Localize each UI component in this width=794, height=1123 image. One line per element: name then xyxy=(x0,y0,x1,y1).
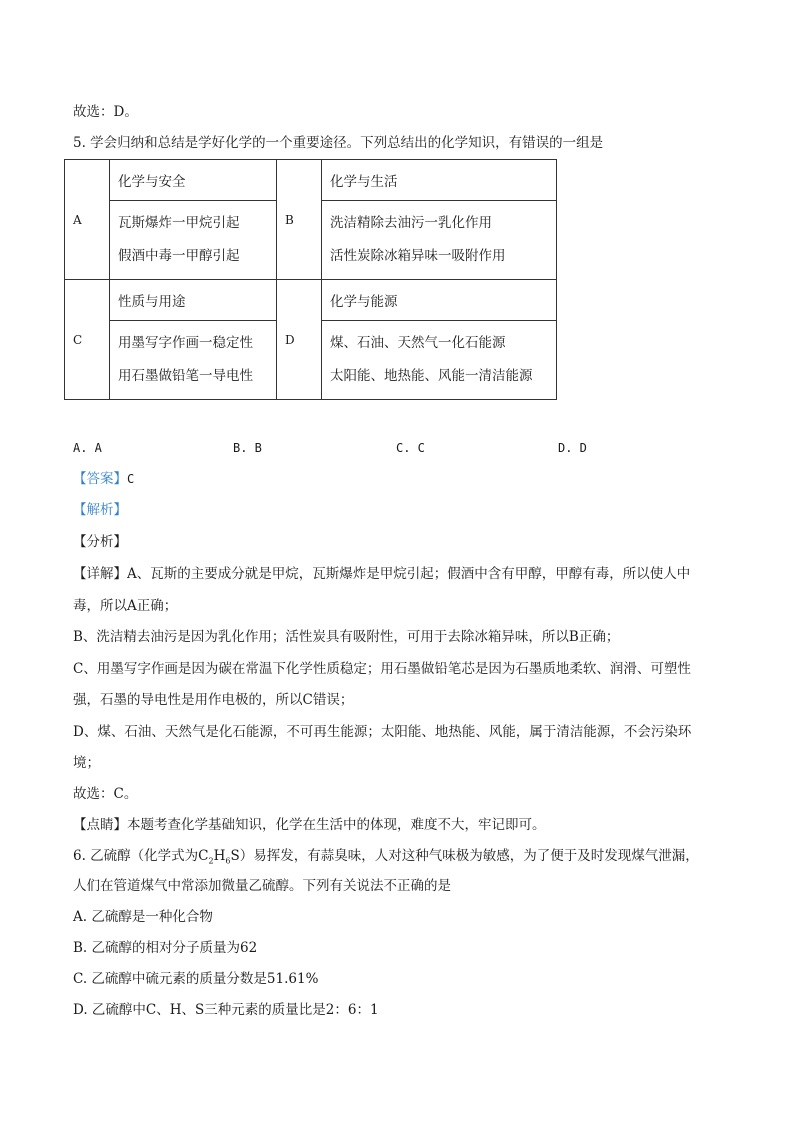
dianjing-text: 本题考查化学基础知识，化学在生活中的体现，难度不大，牢记即可。 xyxy=(127,817,546,833)
question-5-stem: 5. 学会归纳和总结是学好化学的一个重要途径。下列总结出的化学知识，有错误的一组是 xyxy=(73,135,604,151)
table-cell-body-a xyxy=(110,201,277,280)
table-line: 瓦斯爆炸一甲烷引起 xyxy=(118,215,240,231)
detail-line: 强，石墨的导电性是用作电极的，所以C错误； xyxy=(73,692,354,708)
option-a: A. A xyxy=(73,441,102,455)
detail-line: B、洗洁精去油污是因为乳化作用；活性炭具有吸附性，可用于去除冰箱异味，所以B正确； xyxy=(73,629,620,645)
stem-part: 6. 乙硫醇（化学式为C xyxy=(73,848,209,864)
table-cell-body-c xyxy=(110,321,277,400)
option-b: B. B xyxy=(233,441,262,455)
detail-line: 境； xyxy=(73,755,100,771)
answer-value: C xyxy=(127,472,135,486)
question-6-stem xyxy=(73,846,723,872)
subscript: 6 xyxy=(225,856,231,866)
q6-option-b: B. 乙硫醇的相对分子质量为62 xyxy=(73,940,258,956)
table-cell-head-b: 化学与生活 xyxy=(322,160,557,201)
table-cell-head-d: 化学与能源 xyxy=(322,280,557,321)
table-cell-body-d xyxy=(322,321,557,400)
table-line: 假酒中毒一甲醇引起 xyxy=(118,248,240,264)
option-c: C. C xyxy=(396,441,425,455)
table-line: 太阳能、地热能、风能一清洁能源 xyxy=(330,368,533,384)
table-cell-letter-d: D xyxy=(277,280,322,400)
dianjing-tag: 【点睛】 xyxy=(73,817,127,833)
question-5-options xyxy=(73,441,723,461)
table-cell-head-a: 化学与安全 xyxy=(110,160,277,201)
dianjing-line xyxy=(73,815,723,835)
table-cell-letter-a: A xyxy=(65,160,110,280)
detail-text: A、瓦斯的主要成分就是甲烷，瓦斯爆炸是甲烷引起；假酒中含有甲醇，甲醇有毒，所以使人中 xyxy=(127,566,691,582)
table-line: 用石墨做铅笔一导电性 xyxy=(118,368,253,384)
table-line: 活性炭除冰箱异味一吸附作用 xyxy=(330,248,506,264)
option-d: D. D xyxy=(558,441,587,455)
q6-option-d: D. 乙硫醇中C、H、S三种元素的质量比是2：6：1 xyxy=(73,1002,379,1018)
answer-line xyxy=(73,469,723,489)
fenxi-tag: 【分析】 xyxy=(73,534,127,550)
table-cell-head-c: 性质与用途 xyxy=(110,280,277,321)
detail-line xyxy=(73,564,723,584)
table-cell-body-b xyxy=(322,201,557,280)
previous-answer: 故选：D。 xyxy=(73,104,138,120)
detail-line: D、煤、石油、天然气是化石能源，不可再生能源；太阳能、地热能、风能，属于清洁能源，不会污染环 xyxy=(73,724,692,740)
table-line: 煤、石油、天然气一化石能源 xyxy=(330,335,506,351)
q6-option-c: C. 乙硫醇中硫元素的质量分数是51.61% xyxy=(73,971,319,987)
answer-tag: 【答案】 xyxy=(73,471,127,487)
table-cell-letter-c: C xyxy=(65,280,110,400)
table-line: 洗洁精除去油污一乳化作用 xyxy=(330,215,492,231)
knowledge-table xyxy=(64,159,557,400)
q6-option-a: A. 乙硫醇是一种化合物 xyxy=(73,909,213,925)
subscript: 2 xyxy=(208,856,214,866)
question-6-stem-line2: 人们在管道煤气中常添加微量乙硫醇。下列有关说法不正确的是 xyxy=(73,878,451,894)
table-line: 用墨写字作画一稳定性 xyxy=(118,335,253,351)
conclusion: 故选：C。 xyxy=(73,786,138,802)
stem-part: H xyxy=(213,848,226,864)
stem-part: S）易挥发，有蒜臭味，人对这种气味极为敏感，为了便于及时发现煤气泄漏， xyxy=(230,848,699,864)
detail-line: C、用墨写字作画是因为碳在常温下化学性质稳定；用石墨做铅笔芯是因为石墨质地柔软、润滑、可塑性 xyxy=(73,661,691,677)
detail-line: 毒，所以A正确； xyxy=(73,598,178,614)
table-cell-letter-b: B xyxy=(277,160,322,280)
analysis-tag: 【解析】 xyxy=(73,502,127,518)
detail-tag: 【详解】 xyxy=(73,566,127,582)
